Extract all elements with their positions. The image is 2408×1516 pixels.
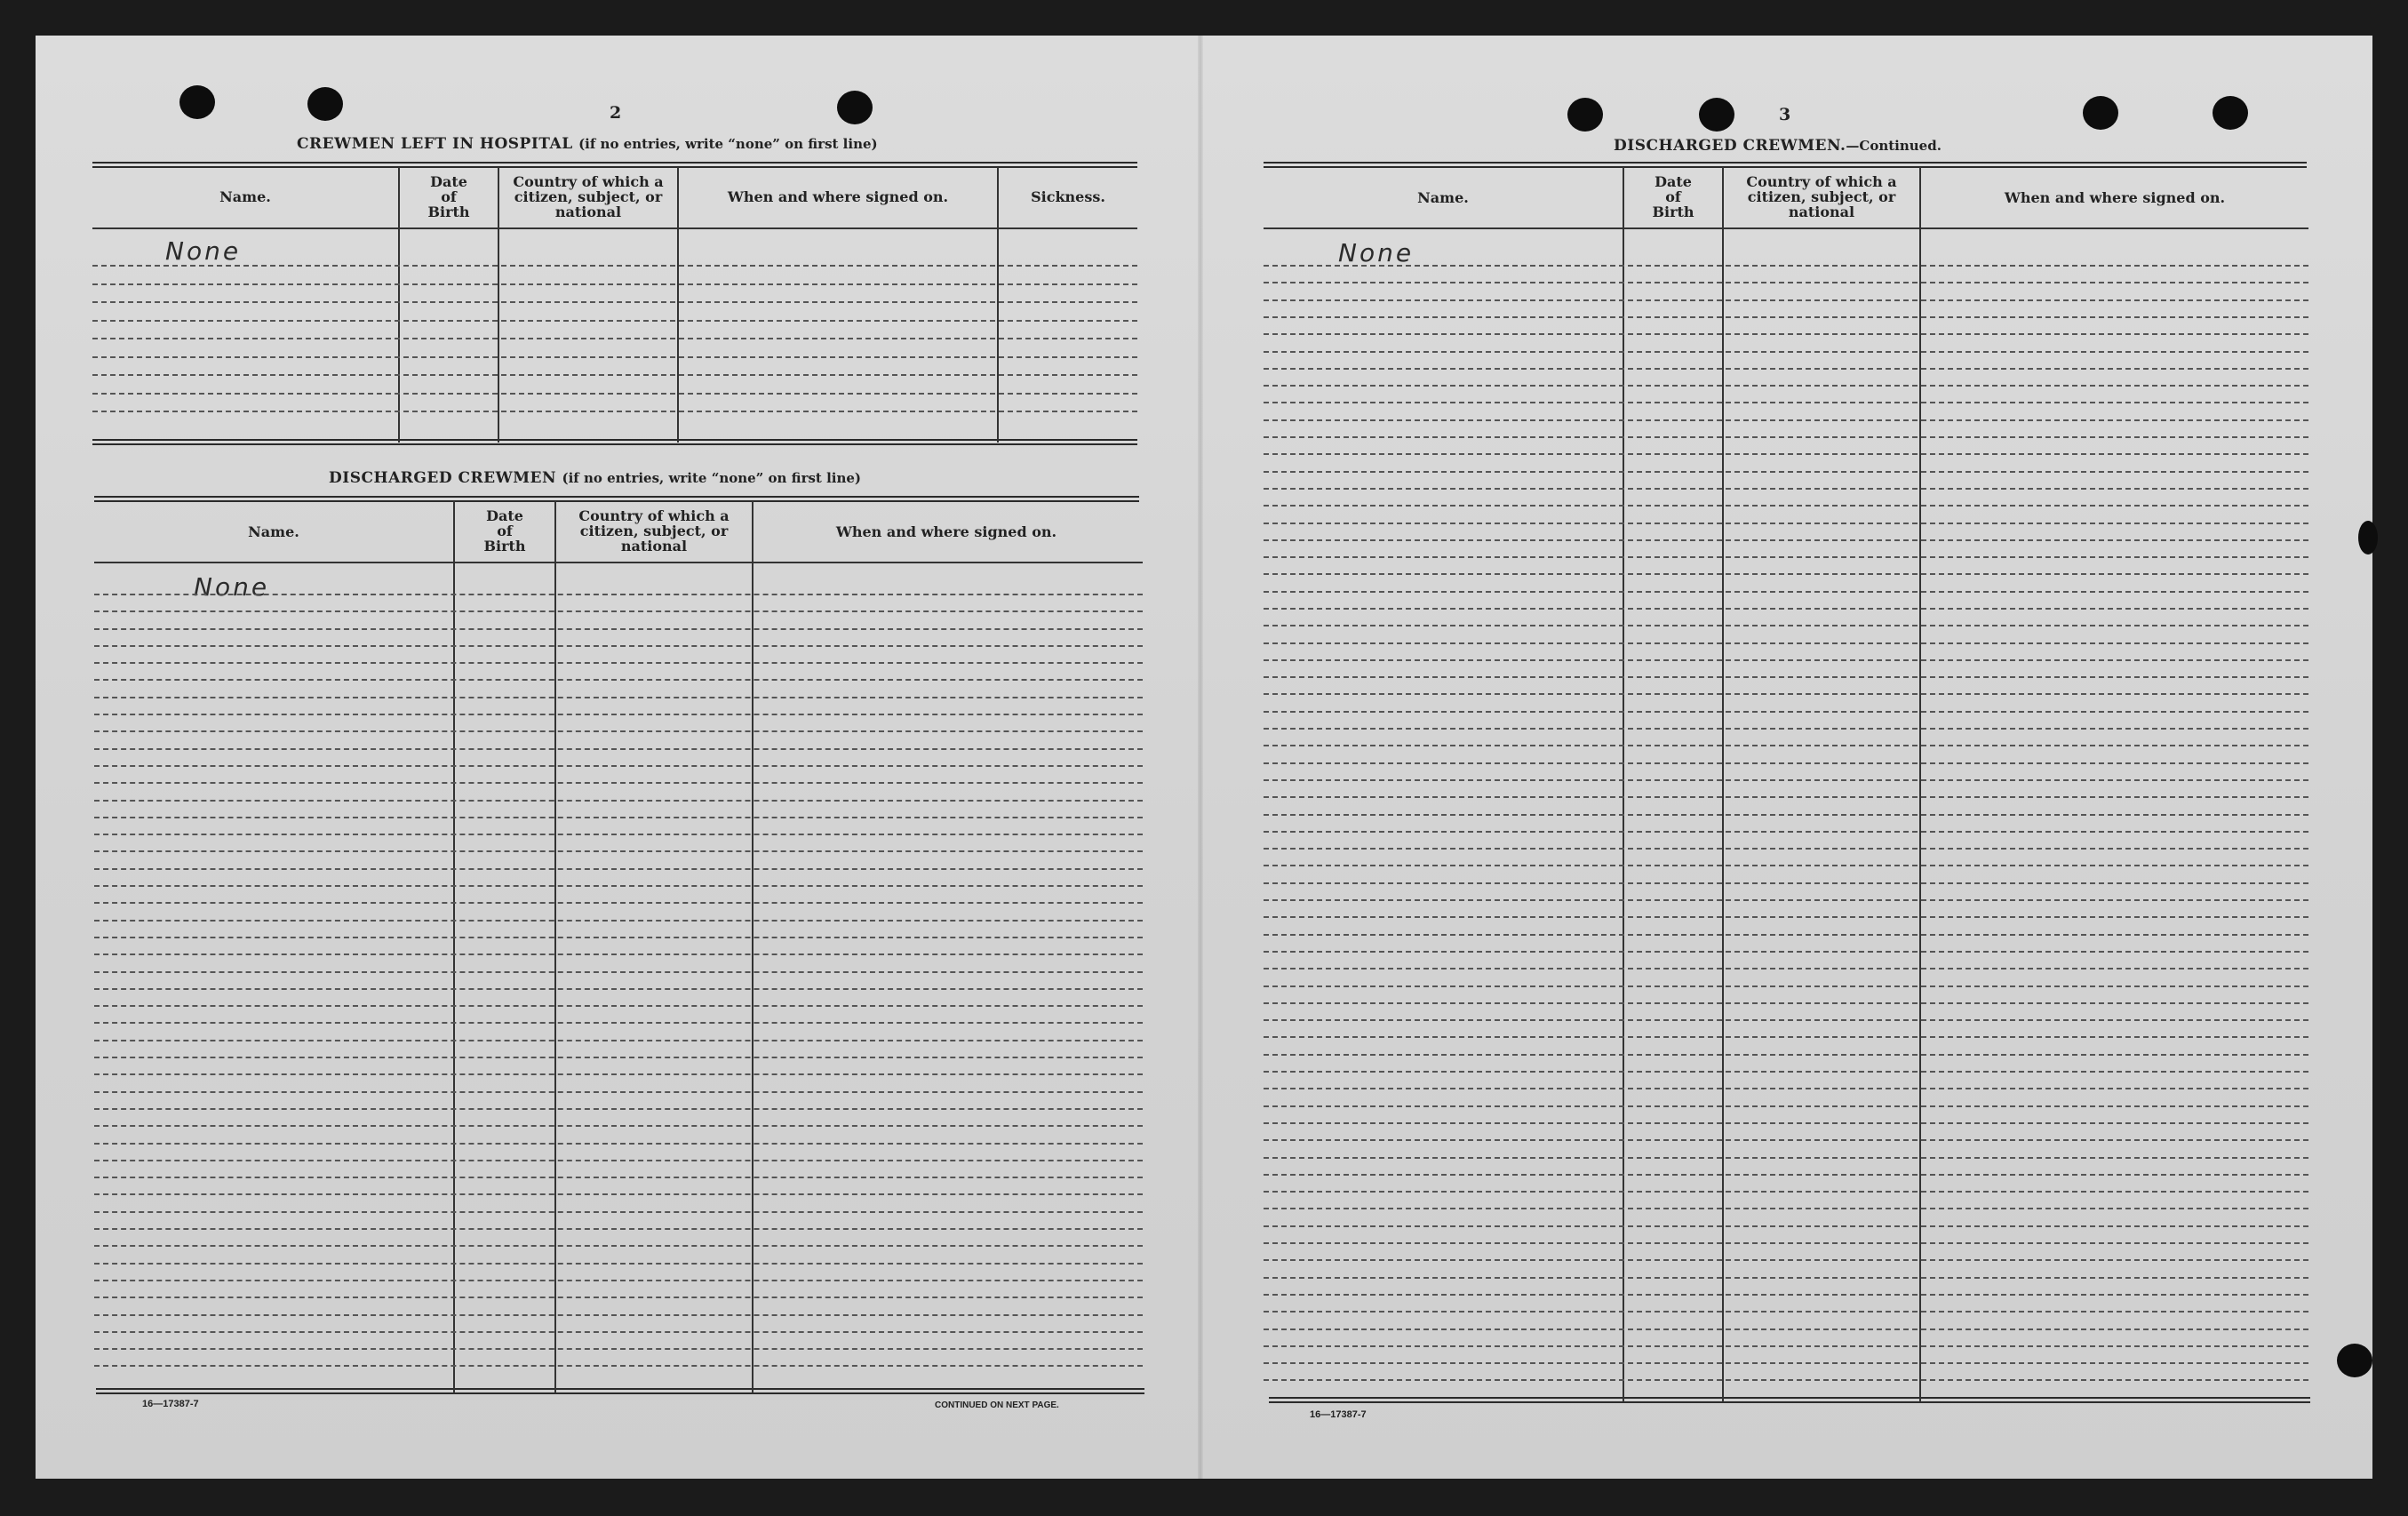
discharged-ruled-line (94, 1314, 1143, 1316)
discharged-ruled-line (94, 1022, 1143, 1024)
right-header-country: Country of which a citizen, subject, or national (1746, 173, 1897, 220)
discharged-ruled-line (94, 937, 1143, 938)
page-number: 3 (1779, 105, 1791, 124)
punch-hole (179, 85, 215, 119)
discharged-ruled-line (94, 1073, 1143, 1075)
right-bottom-rule (1269, 1397, 2310, 1403)
right-ruled-line (1264, 523, 2308, 524)
discharged-ruled-line (94, 1040, 1143, 1041)
discharged-ruled-line (94, 697, 1143, 698)
right-ruled-line (1264, 1242, 2308, 1244)
hospital-header-name: Name. (219, 188, 271, 205)
punch-hole (2337, 1344, 2372, 1377)
right-ruled-line (1264, 728, 2308, 730)
hospital-header-rule (92, 227, 1137, 229)
discharged-ruled-line (94, 628, 1143, 630)
punch-hole (1567, 98, 1603, 132)
right-ruled-line (1264, 1208, 2308, 1209)
continued-note: CONTINUED ON NEXT PAGE. (935, 1400, 1059, 1410)
hospital-ruled-line (92, 265, 1137, 267)
right-ruled-line (1264, 539, 2308, 541)
discharged-ruled-line (94, 782, 1143, 784)
right-ruled-line (1264, 608, 2308, 610)
punch-hole (1699, 98, 1734, 132)
right-ruled-line (1264, 899, 2308, 901)
right-ruled-line (1264, 1259, 2308, 1261)
discharged-col-divider (453, 501, 455, 1393)
right-ruled-line (1264, 1071, 2308, 1073)
page-number: 2 (610, 103, 622, 123)
discharged-ruled-line (94, 662, 1143, 664)
discharged-ruled-line (94, 1057, 1143, 1058)
discharged-ruled-line (94, 1193, 1143, 1195)
right-ruled-line (1264, 1191, 2308, 1193)
hospital-title-text: CREWMEN LEFT IN HOSPITAL (297, 135, 573, 153)
discharged-ruled-line (94, 971, 1143, 973)
discharged-ruled-line (94, 765, 1143, 767)
right-ruled-line (1264, 419, 2308, 421)
punch-hole (2358, 521, 2378, 555)
right-ruled-line (1264, 1362, 2308, 1364)
right-ruled-line (1264, 1088, 2308, 1089)
right-ruled-line (1264, 1174, 2308, 1176)
right-ruled-line (1264, 1277, 2308, 1279)
right-ruled-line (1264, 1311, 2308, 1313)
right-ruled-line (1264, 1054, 2308, 1056)
discharged-ruled-line (94, 834, 1143, 835)
right-ruled-line (1264, 1036, 2308, 1038)
right-ruled-line (1264, 299, 2308, 301)
right-ruled-line (1264, 693, 2308, 695)
discharged-ruled-line (94, 645, 1143, 647)
right-top-rule (1264, 162, 2307, 168)
discharged-ruled-line (94, 679, 1143, 681)
right-ruled-line (1264, 488, 2308, 490)
right-ruled-line (1264, 814, 2308, 816)
discharged-ruled-line (94, 1005, 1143, 1007)
right-ruled-line (1264, 711, 2308, 713)
hospital-header-sickness: Sickness. (1031, 188, 1105, 205)
right-handwritten-entry: None (1338, 238, 1415, 267)
right-ruled-line (1264, 265, 2308, 267)
hospital-col-divider (997, 167, 999, 443)
hospital-top-rule (92, 162, 1137, 168)
page-fold (1198, 36, 1203, 1479)
discharged-ruled-line (94, 1348, 1143, 1350)
right-ruled-line (1264, 676, 2308, 678)
hospital-ruled-line (92, 301, 1137, 303)
right-ruled-line (1264, 951, 2308, 953)
discharged-bottom-rule (96, 1388, 1144, 1394)
right-ruled-line (1264, 762, 2308, 764)
right-ruled-line (1264, 779, 2308, 781)
hospital-section-title (297, 135, 878, 153)
discharged-ruled-line (94, 988, 1143, 990)
discharged-header-signed: When and where signed on. (835, 523, 1057, 540)
discharged-ruled-line (94, 1245, 1143, 1247)
right-ruled-line (1264, 471, 2308, 473)
right-ruled-line (1264, 625, 2308, 626)
discharged-ruled-line (94, 920, 1143, 922)
discharged-top-rule (94, 496, 1139, 502)
right-ruled-line (1264, 368, 2308, 370)
discharged-title-note: (if no entries, write “none” on first line) (562, 470, 862, 486)
discharged-ruled-line (94, 885, 1143, 887)
discharged-section-title (329, 469, 861, 487)
discharged-header-dob: Date of Birth (483, 507, 526, 555)
right-ruled-line (1264, 505, 2308, 507)
right-ruled-line (1264, 796, 2308, 798)
discharged-ruled-line (94, 1091, 1143, 1093)
discharged-title-text: DISCHARGED CREWMEN (329, 469, 557, 487)
discharged-ruled-line (94, 714, 1143, 715)
right-ruled-line (1264, 402, 2308, 403)
right-ruled-line (1264, 1157, 2308, 1159)
right-ruled-line (1264, 1225, 2308, 1227)
hospital-ruled-line (92, 356, 1137, 358)
punch-hole (2213, 96, 2248, 130)
hospital-bottom-rule (92, 439, 1137, 445)
discharged-ruled-line (94, 730, 1143, 732)
hospital-header-country: Country of which a citizen, subject, or national (513, 173, 664, 220)
right-ruled-line (1264, 1122, 2308, 1124)
right-ruled-line (1264, 316, 2308, 318)
hospital-handwritten-entry: None (165, 236, 242, 266)
punch-hole (837, 91, 873, 124)
discharged-ruled-line (94, 1108, 1143, 1110)
discharged-ruled-line (94, 594, 1143, 595)
right-title-note: —Continued. (1846, 138, 1942, 154)
right-ruled-line (1264, 573, 2308, 575)
discharged-ruled-line (94, 1331, 1143, 1333)
right-ruled-line (1264, 1105, 2308, 1107)
discharged-col-divider (752, 501, 753, 1393)
discharged-ruled-line (94, 817, 1143, 818)
hospital-ruled-line (92, 320, 1137, 322)
hospital-ruled-line (92, 374, 1137, 376)
right-ruled-line (1264, 556, 2308, 558)
right-ruled-line (1264, 968, 2308, 969)
hospital-ruled-line (92, 411, 1137, 412)
discharged-ruled-line (94, 1211, 1143, 1213)
discharged-ruled-line (94, 1177, 1143, 1178)
right-ruled-line (1264, 385, 2308, 387)
right-ruled-line (1264, 985, 2308, 987)
hospital-ruled-line (92, 338, 1137, 339)
hospital-header-signed: When and where signed on. (727, 188, 949, 205)
hospital-ruled-line (92, 393, 1137, 395)
punch-hole (307, 87, 343, 121)
right-ruled-line (1264, 1379, 2308, 1381)
right-ruled-line (1264, 453, 2308, 455)
hospital-header-dob: Date of Birth (427, 173, 470, 220)
right-ruled-line (1264, 659, 2308, 661)
discharged-ruled-line (94, 800, 1143, 802)
discharged-ruled-line (94, 1297, 1143, 1298)
form-number: 16—17387-7 (142, 1399, 199, 1409)
right-header-dob: Date of Birth (1652, 173, 1694, 220)
right-ruled-line (1264, 934, 2308, 936)
right-ruled-line (1264, 1019, 2308, 1021)
right-ruled-line (1264, 1294, 2308, 1296)
right-ruled-line (1264, 1002, 2308, 1004)
hospital-col-divider (677, 167, 679, 443)
right-header-rule (1264, 227, 2308, 229)
right-ruled-line (1264, 351, 2308, 353)
discharged-header-rule (94, 562, 1143, 563)
hospital-ruled-line (92, 283, 1137, 285)
discharged-ruled-line (94, 1263, 1143, 1265)
right-ruled-line (1264, 282, 2308, 283)
right-ruled-line (1264, 916, 2308, 918)
hospital-title-note: (if no entries, write “none” on first line) (578, 136, 878, 152)
discharged-ruled-line (94, 610, 1143, 612)
right-header-signed: When and where signed on. (2004, 189, 2226, 206)
right-ruled-line (1264, 436, 2308, 438)
right-ruled-line (1264, 333, 2308, 335)
discharged-ruled-line (94, 1143, 1143, 1145)
discharged-ruled-line (94, 748, 1143, 750)
right-header-name: Name. (1417, 189, 1469, 206)
discharged-ruled-line (94, 1160, 1143, 1161)
right-title-text: DISCHARGED CREWMEN. (1614, 137, 1846, 155)
right-ruled-line (1264, 745, 2308, 746)
discharged-ruled-line (94, 1228, 1143, 1230)
right-ruled-line (1264, 1328, 2308, 1330)
right-ruled-line (1264, 865, 2308, 866)
discharged-ruled-line (94, 902, 1143, 904)
right-ruled-line (1264, 591, 2308, 593)
right-section-title (1614, 137, 1942, 155)
right-ruled-line (1264, 882, 2308, 884)
discharged-header-country: Country of which a citizen, subject, or national (578, 507, 730, 555)
right-ruled-line (1264, 831, 2308, 833)
discharged-ruled-line (94, 953, 1143, 955)
right-ruled-line (1264, 1345, 2308, 1347)
right-ruled-line (1264, 848, 2308, 850)
discharged-ruled-line (94, 850, 1143, 852)
discharged-col-divider (554, 501, 556, 1393)
discharged-header-name: Name. (248, 523, 299, 540)
discharged-handwritten-entry: None (194, 572, 270, 602)
discharged-ruled-line (94, 1280, 1143, 1281)
right-ruled-line (1264, 1139, 2308, 1141)
form-number: 16—17387-7 (1310, 1409, 1367, 1420)
discharged-ruled-line (94, 868, 1143, 870)
punch-hole (2083, 96, 2118, 130)
right-ruled-line (1264, 642, 2308, 644)
discharged-ruled-line (94, 1365, 1143, 1367)
discharged-ruled-line (94, 1125, 1143, 1127)
